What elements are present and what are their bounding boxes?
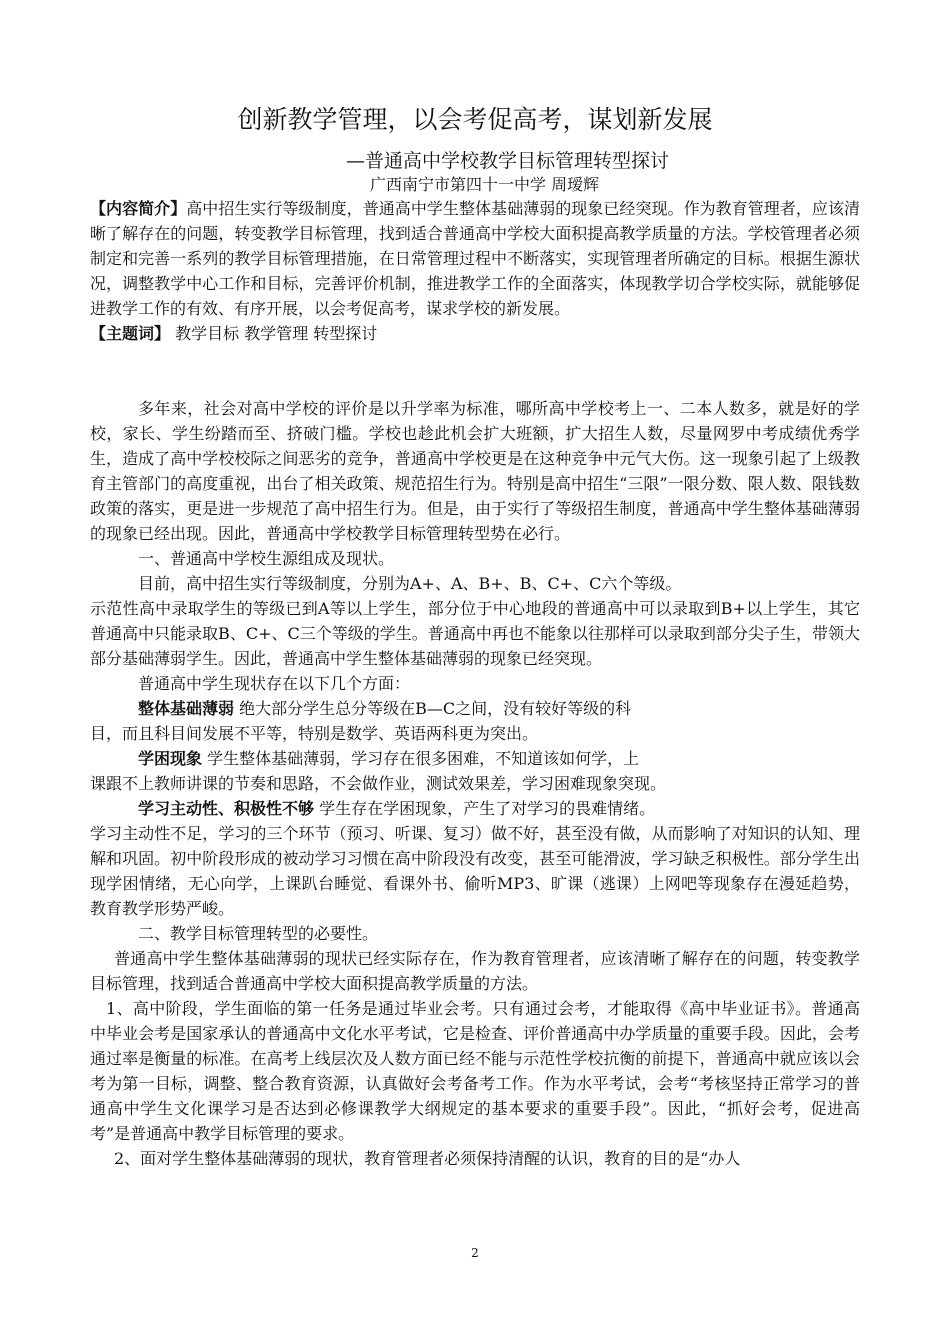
document-body xyxy=(90,196,860,1171)
status-text-weak-foundation-a: 绝大部分学生总分等级在B—C之间，没有较好等级的科 xyxy=(234,699,632,718)
keywords-text: 教学目标 教学管理 转型探讨 xyxy=(170,324,378,343)
status-text-learning-difficulty-a: 学生整体基础薄弱，学习存在很多困难，不知道该如何学，上 xyxy=(202,749,640,768)
section-heading-1: 一、普通高中学校生源组成及现状。 xyxy=(138,549,395,568)
paragraph-intro: 多年来，社会对高中学校的评价是以升学率为标准，哪所高中学校考上一、二本人数多，就是好的学校，家长、学生纷踏而至、挤破门槛。学校也趁此机会扩大班额，扩大招生人数，尽量网罗中考成绩优秀学生，造成了高中学校校际之间恶劣的竞争，普通高中学校更是在这种竞争中元气大伤。这一现象引起了上级教育主管部门的高度重视，出台了相关政策、规范招生行为。特别是高中招生“三限”一限分数、限人数、限钱数政策的落实，更是进一步规范了高中招生行为。但是，由于实行了等级招生制度，普通高中学生整体基础薄弱的现象已经出现。因此，普通高中学校教学目标管理转型势在必行。 xyxy=(90,399,860,543)
status-label-initiative: 学习主动性、积极性不够 xyxy=(138,799,315,818)
status-item-initiative xyxy=(90,796,860,821)
paragraph-point-1: 1、高中阶段，学生面临的第一任务是通过毕业会考。只有通过会考，才能取得《高中毕业证书》。普通高中毕业会考是国家承认的普通高中文化水平考试，它是检查、评价普通高中办学质量的重要手段。因此，会考通过率是衡量的标准。在高考上线层次及人数方面已经不能与示范性学校抗衡的前提下，普通高中就应该以会考为第一目标，调整、整合教育资源，认真做好会考备考工作。作为水平考试，会考“考核坚持正常学习的普通高中学生文化课学习是否达到必修课教学大纲规定的基本要求的重要手段”。因此，“抓好会考，促进高考”是普通高中教学目标管理的要求。 xyxy=(90,999,860,1143)
status-text-learning-difficulty-b: 课跟不上教师讲课的节奏和思路，不会做作业，测试效果差，学习困难现象突现。 xyxy=(90,774,667,793)
status-text-initiative-a: 学生存在学困现象，产生了对学习的畏难情绪。 xyxy=(314,799,656,818)
paragraph-status-intro: 普通高中学生现状存在以下几个方面： xyxy=(138,674,411,693)
status-item-learning-difficulty xyxy=(90,746,860,771)
paragraph-point-2: 2、面对学生整体基础薄弱的现状，教育管理者必须保持清醒的认识，教育的目的是“办人 xyxy=(114,1149,741,1168)
abstract-text: 高中招生实行等级制度，普通高中学生整体基础薄弱的现象已经突现。作为教育管理者，应该清晰了解存在的问题，转变教学目标管理，找到适合普通高中学校大面积提高教学质量的方法。学校管理者必须制定和完善一系列的教学目标管理措施，在日常管理过程中不断落实，实现管理者所确定的目标。根据生源状况，调整教学中心工作和目标，完善评价机制，推进教学工作的全面落实，体现教学切合学校实际，就能够促进教学工作的有效、有序开展，以会考促高考，谋求学校的新发展。 xyxy=(90,199,860,318)
abstract-label: 【内容简介】 xyxy=(90,199,187,218)
keywords-paragraph xyxy=(90,321,860,346)
status-item-weak-foundation xyxy=(90,696,860,721)
status-label-weak-foundation: 整体基础薄弱 xyxy=(138,699,235,718)
document-subtitle: —普通高中学校教学目标管理转型探讨 xyxy=(346,150,670,172)
status-text-weak-foundation-b: 目，而且科目间发展不平等，特别是数学、英语两科更为突出。 xyxy=(90,724,539,743)
abstract-paragraph xyxy=(90,196,860,321)
document-title: 创新教学管理，以会考促高考，谋划新发展 xyxy=(237,105,713,134)
spacer xyxy=(90,346,860,396)
keywords-label: 【主题词】 xyxy=(90,324,171,343)
section-heading-2: 二、教学目标管理转型的必要性。 xyxy=(138,924,379,943)
status-text-initiative-b: 学习主动性不足，学习的三个环节（预习、听课、复习）做不好，甚至没有做，从而影响了对知识的认知、理解和巩固。初中阶段形成的被动学习习惯在高中阶段没有改变，甚至可能滑波，学习缺乏积极性。部分学生出现学困情绪，无心向学，上课趴台睡觉、看课外书、偷听MP3、旷课（逃课）上网吧等现象存在漫延趋势，教育教学形势严峻。 xyxy=(90,824,860,918)
paragraph-admission: 示范性高中录取学生的等级已到A等以上学生，部分位于中心地段的普通高中可以录取到B+以上学生，其它普通高中只能录取B、C+、C三个等级的学生。普通高中再也不能象以往那样可以录取到部分尖子生，带领大部分基础薄弱学生。因此，普通高中学生整体基础薄弱的现象已经突现。 xyxy=(90,599,860,668)
status-label-learning-difficulty: 学困现象 xyxy=(138,749,203,768)
page-number: 2 xyxy=(471,1246,479,1260)
paragraph-grading: 目前，高中招生实行等级制度，分别为A+、A、B+、B、C+、C六个等级。 xyxy=(138,574,682,593)
document-author: 广西南宁市第四十一中学 周瑷辉 xyxy=(370,175,600,194)
paragraph-necessity: 普通高中学生整体基础薄弱的现状已经实际存在，作为教育管理者，应该清晰了解存在的问题，转变教学目标管理，找到适合普通高中学校大面积提高教学质量的方法。 xyxy=(90,949,860,993)
